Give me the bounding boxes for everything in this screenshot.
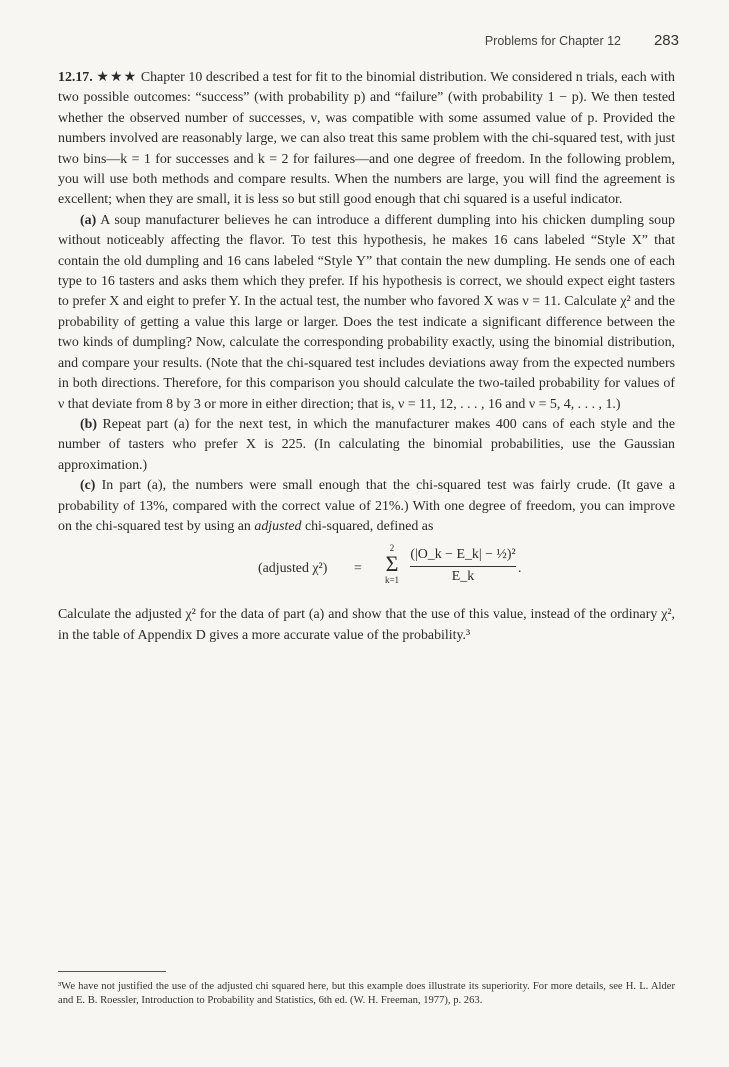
- part-a-label: (a): [80, 212, 97, 228]
- footnote: ³We have not justified the use of the adjusted chi squared here, but this example does illustrate its superiority. For more details, see H. L. Alder and E. B. Roessler, Introduction to Probability and Statistics, 6th ed. (W. H. Freeman, 1977), p. 263.: [58, 981, 675, 1006]
- part-a-text: A soup manufacturer believes he can introduce a different dumpling into his chicken dumpling soup without noticeably affecting the flavor. To test this hypothesis, he makes 16 cans labeled “Style X” that contain the old dumpling and 16 cans labeled “Style Y” that contain the new dumpling. He sends one of each type to 16 tasters and asks them which they prefer. If his hypothesis is correct, we should expect eight tasters to prefer X and eight to prefer Y. In the actual test, the number who favored X was ν = 11. Calculate χ² and the probability of getting a value this large or larger. Does the test indicate a significant difference between the two kinds of dumpling? Now, calculate the corresponding probability exactly, using the binomial distribution, and compare your results. (Note that the chi-squared test includes deviations away from the expected numbers in both directions. Therefore, for this comparison you should calculate the two-tailed probability for values of ν that deviate from 8 by 3 or more in either direction; that is, ν = 11, 12, . . . , 16 and ν = 5, 4, . . . , 1.): [58, 212, 675, 412]
- part-b: [58, 415, 675, 476]
- formula-fraction: [410, 545, 516, 587]
- page-number: 283: [653, 32, 679, 49]
- problem-intro: [58, 68, 675, 211]
- part-b-label: (b): [80, 416, 97, 432]
- problem-body: [58, 68, 675, 646]
- adjusted-chi-squared-formula: [58, 541, 675, 599]
- footnote-divider: [58, 971, 166, 972]
- closing-paragraph: Calculate the adjusted χ² for the data of part (a) and show that the use of this value, instead of the ordinary χ², in the table of Appendix D gives a more accurate value of the probability.³: [58, 607, 675, 643]
- formula-denominator: E_k: [451, 569, 475, 585]
- part-c-text-1: In part (a), the numbers were small enough that the chi-squared test was fairly crude. (It gave a probability of 13%, compared with the correct value of 21%.) With one degree of freedom, you can improve on the chi-squared test by using an: [58, 478, 675, 534]
- sum-upper-limit: 2: [389, 543, 395, 554]
- part-c: [58, 476, 675, 537]
- formula-equals: =: [354, 561, 362, 577]
- difficulty-stars: ★★★: [96, 70, 138, 85]
- sum-symbol: Σ: [385, 551, 399, 577]
- intro-text: Chapter 10 described a test for fit to the binomial distribution. We considered n trials, each with two possible outcomes: “success” (with probability p) and “failure” (with probability 1 − p). We then tested whether the observed number of successes, ν, was compatible with some assumed value of p. Provided the numbers involved are reasonably large, we can also treat this same problem with the chi-squared test, with just two bins—k = 1 for successes and k = 2 for failures—and one degree of freedom. In the following problem, you will use both methods and compare results. When the numbers are large, you will find the agreement is excellent; when they are small, it is less so but still good enough that chi squared is a useful indicator.: [58, 70, 675, 208]
- part-a: [58, 211, 675, 415]
- page-header: [0, 34, 729, 54]
- problem-number: 12.17.: [58, 70, 93, 85]
- part-b-text: Repeat part (a) for the next test, in which the manufacturer makes 400 cans of each style and the number of tasters who prefer X is 225. (In calculating the binomial probabilities, use the Gaussian approximation.): [58, 416, 675, 473]
- formula-numerator: (|O_k − E_k| − ½)²: [410, 545, 516, 567]
- formula-lhs: (adjusted χ²): [258, 561, 328, 577]
- running-head: Problems for Chapter 12: [484, 34, 621, 48]
- sum-lower-limit: k=1: [384, 575, 400, 586]
- formula-period: .: [518, 561, 522, 577]
- part-c-italic: adjusted: [254, 518, 302, 534]
- part-c-text-2: chi-squared, defined as: [304, 518, 434, 534]
- part-c-label: (c): [80, 478, 96, 494]
- summation: [380, 543, 404, 585]
